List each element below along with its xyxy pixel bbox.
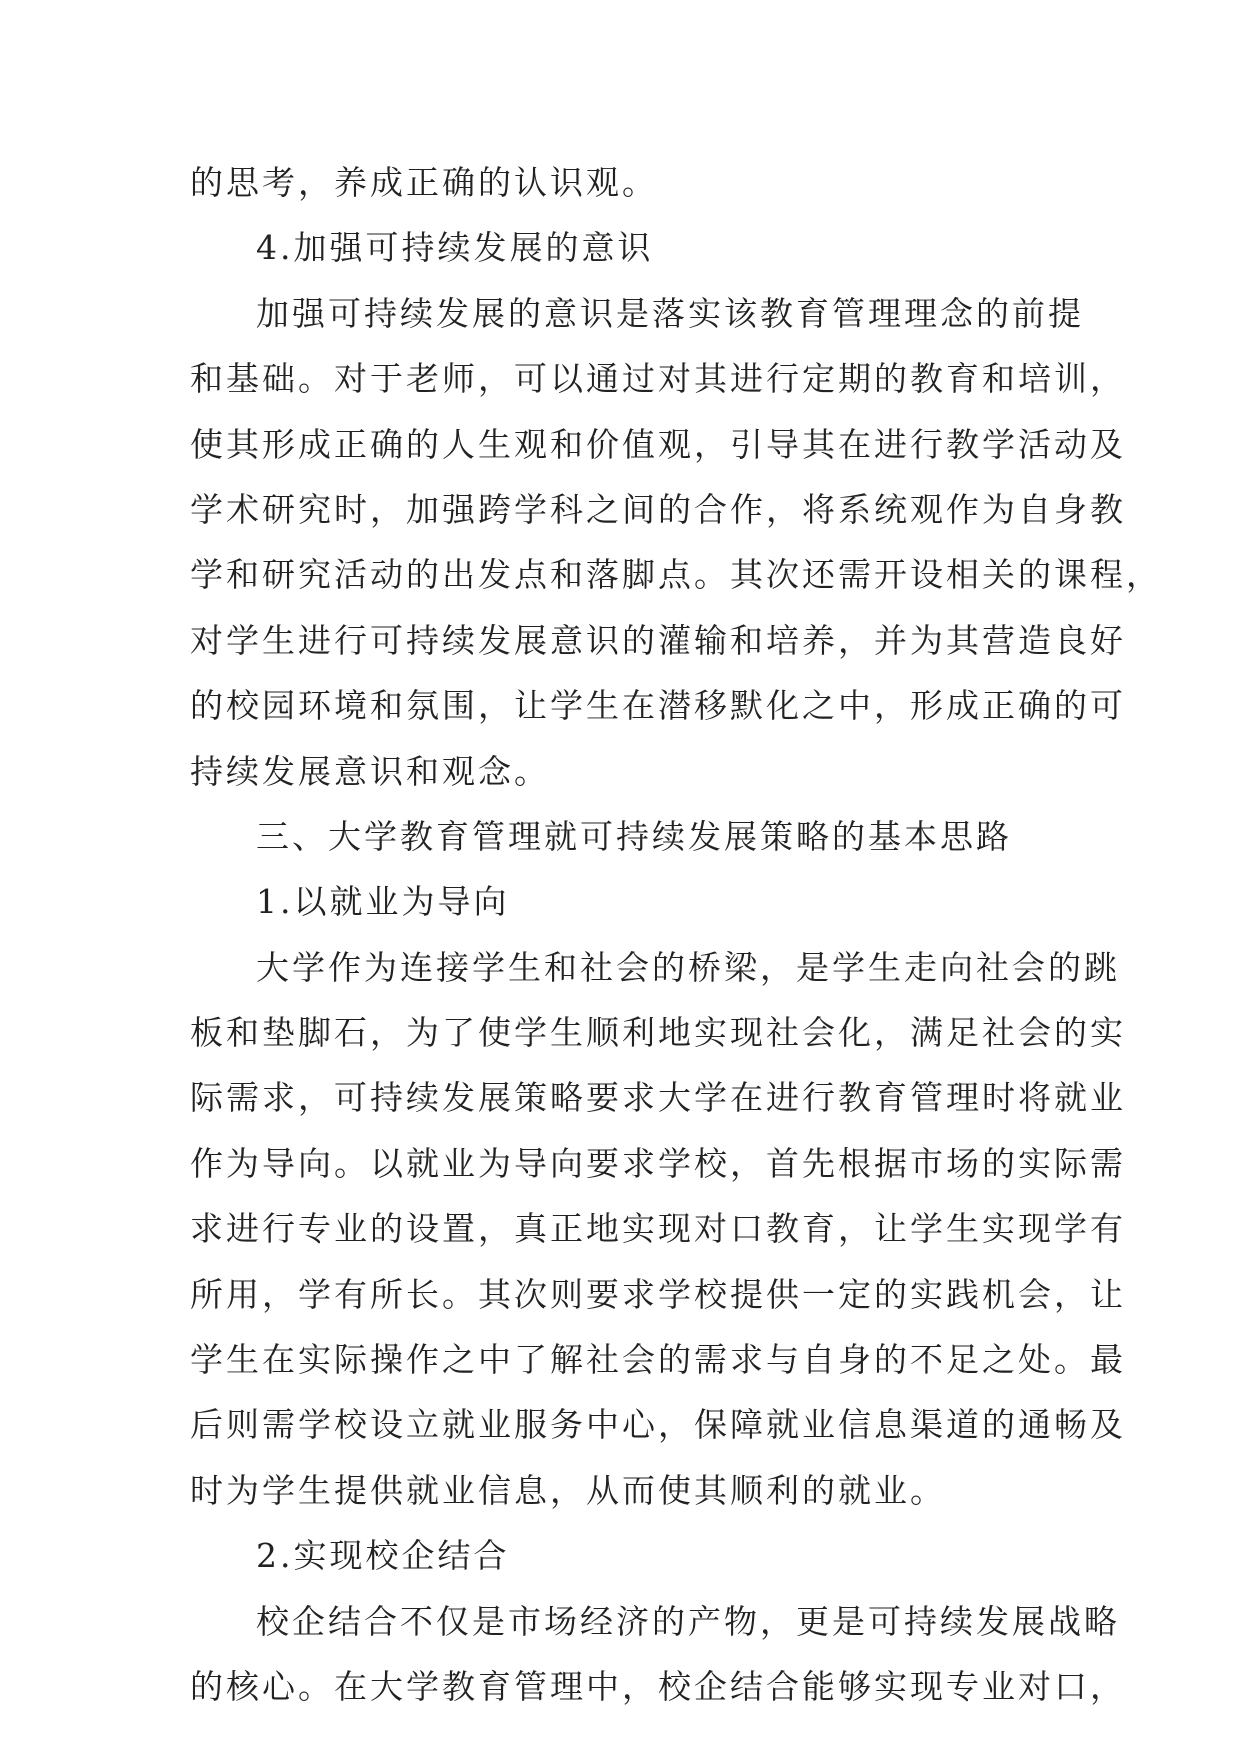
text-line: 的思考，养成正确的认识观。 xyxy=(190,163,658,202)
paragraph-line: 大学作为连接学生和社会的桥梁，是学生走向社会的跳 xyxy=(256,947,1120,987)
text-line: 所用，学有所长。其次则要求学校提供一定的实践机会，让 xyxy=(190,1274,1126,1314)
text-line: 后则需学校设立就业服务中心，保障就业信息渠道的通畅及 xyxy=(190,1405,1126,1445)
paragraph-line: 校企结合不仅是市场经济的产物，更是可持续发展战略 xyxy=(256,1601,1120,1641)
document-body xyxy=(190,150,1162,1719)
text-line: 学术研究时，加强跨学科之间的合作，将系统观作为自身教 xyxy=(190,489,1126,529)
text-line: 持续发展意识和观念。 xyxy=(190,751,550,791)
text-line: 时为学生提供就业信息，从而使其顺利的就业。 xyxy=(190,1470,946,1510)
text-line: 对学生进行可持续发展意识的灌输和培养，并为其营造良好 xyxy=(190,620,1126,660)
subsection-heading: 1.以就业为导向 xyxy=(256,882,510,922)
text-line: 的校园环境和氛围，让学生在潜移默化之中，形成正确的可 xyxy=(190,686,1126,726)
paragraph-line: 加强可持续发展的意识是落实该教育管理理念的前提 xyxy=(256,293,1084,333)
text-line: 板和垫脚石，为了使学生顺利地实现社会化，满足社会的实 xyxy=(190,1013,1126,1053)
text-line: 际需求，可持续发展策略要求大学在进行教育管理时将就业 xyxy=(190,1078,1126,1118)
text-line: 使其形成正确的人生观和价值观，引导其在进行教学活动及 xyxy=(190,424,1126,464)
section-heading: 三、大学教育管理就可持续发展策略的基本思路 xyxy=(256,816,1012,856)
subsection-heading: 2.实现校企结合 xyxy=(256,1536,510,1576)
text-line: 和基础。对于老师，可以通过对其进行定期的教育和培训， xyxy=(190,359,1126,399)
text-line: 求进行专业的设置，真正地实现对口教育，让学生实现学有 xyxy=(190,1209,1126,1249)
section-heading: 4.加强可持续发展的意识 xyxy=(256,228,654,268)
text-line: 学和研究活动的出发点和落脚点。其次还需开设相关的课程， xyxy=(190,555,1162,595)
text-line: 的核心。在大学教育管理中，校企结合能够实现专业对口， xyxy=(190,1666,1126,1706)
text-line: 学生在实际操作之中了解社会的需求与自身的不足之处。最 xyxy=(190,1340,1126,1380)
text-line: 作为导向。以就业为导向要求学校，首先根据市场的实际需 xyxy=(190,1143,1126,1183)
